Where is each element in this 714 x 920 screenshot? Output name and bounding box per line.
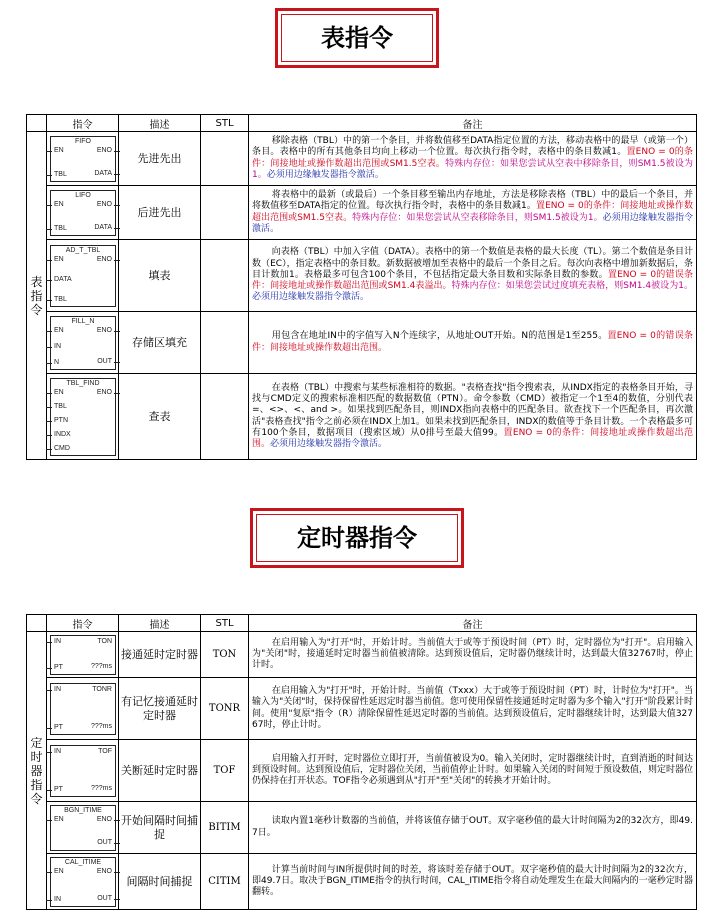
input-pin: CMD	[54, 444, 70, 452]
input-pin: PTN	[54, 416, 68, 424]
note-text: 在启用输入为"打开"时，开始计时。当前值大于或等于预设时间（PT）时，定时器位为"打开"。启用输入为"关闭"时，接通延时定时器当前值被清除。达到预设值后，定时器仍继续计时，达到最大值32767时，停止计时。	[252, 637, 693, 671]
input-pin: EN	[54, 388, 64, 396]
notes-cell	[249, 678, 697, 740]
function-block	[50, 635, 116, 675]
stl-cell	[201, 132, 249, 186]
section-title-box	[275, 8, 439, 68]
section-side-label	[27, 632, 47, 910]
table-row	[27, 678, 697, 740]
stl-cell	[201, 186, 249, 240]
note-requirement: 必须用边缘触发器指令激活。	[266, 169, 384, 180]
input-pin: DATA	[54, 275, 72, 283]
note-text: 向表格（TBL）中加入字值（DATA）。表格中的第一个数值是表格的最大长度（TL）。第二个数值是条目计数（EC），指定表格中的条目数。新数据被增加至表格中的最后一个条目之后。每次向表格中增加新数据后，条目计数加1。表格最多可包含100个条目，不包括指定最大条目数和实际条目数的参数。	[252, 247, 693, 280]
notes-cell	[249, 374, 697, 460]
input-pin: INDX	[54, 430, 71, 438]
instruction-block-cell	[47, 374, 119, 460]
description-cell: 存储区填充	[119, 312, 201, 374]
function-block	[50, 378, 116, 456]
header-blank	[27, 115, 47, 132]
note-text: 在启用输入为"打开"时，开始计时。当前值（Txxx）大于或等于预设时间（PT）时，计时位为"打开"。当输入为"关闭"时，保持保留性延迟定时器当前值。您可使用保留性接通延时定时器为多个输入"打开"阶段累计时间。使用"复原"指令（R）清除保留性延迟定时器的当前值。达到预设值后，定时器继续计时，达到最大值32767时，停止计时。	[252, 686, 693, 730]
note-special-bit: 特殊内存位：如果您尝试从空表移除条目，则SM1.5被设为1。	[352, 212, 603, 223]
instruction-block-cell	[47, 854, 119, 910]
description-cell: 先进先出	[119, 132, 201, 186]
output-pin: ENO	[96, 200, 112, 208]
function-block	[50, 190, 116, 236]
output-pin: ENO	[96, 326, 112, 334]
description-cell: 接通延时定时器	[119, 632, 201, 678]
stl-cell: TONR	[201, 678, 249, 740]
input-pin: IN	[54, 895, 61, 903]
input-pin: TBL	[54, 295, 67, 303]
side-label-char: 令	[30, 791, 43, 806]
side-label-char: 令	[30, 302, 43, 317]
output-pin: ENO	[96, 146, 112, 154]
output-pin: ENO	[96, 255, 112, 263]
input-pin: IN	[54, 747, 61, 755]
function-block-name: AD_T_TBL	[65, 246, 101, 254]
stl-cell	[201, 312, 249, 374]
function-block-name: BGN_ITIME	[64, 806, 102, 814]
function-block	[50, 316, 116, 370]
function-block-name: TBL_FIND	[66, 379, 100, 387]
note-special-bit: 特殊内存位：如果您尝试从空表中移除条目，则SM1.5被设为1。	[252, 158, 694, 180]
table-header-row	[27, 615, 697, 632]
stl-cell: CITIM	[201, 854, 249, 910]
instruction-block-cell	[47, 678, 119, 740]
instruction-block-cell	[47, 240, 119, 312]
input-pin: EN	[54, 255, 64, 263]
output-pin: TON	[97, 637, 112, 645]
input-pin: EN	[54, 326, 64, 334]
note-error-condition: 置ENO = 0的条件：间接地址或操作数超出范围或SM1.5空表。	[252, 201, 693, 223]
note-error-condition: 置ENO = 0的错误条件：间接地址或操作数超出范围。	[252, 331, 693, 353]
instruction-block-cell	[47, 132, 119, 186]
input-pin: PT	[54, 663, 63, 671]
description-cell: 关断延时定时器	[119, 740, 201, 802]
note-requirement: 必须用边缘触发器指令激活。	[270, 438, 388, 449]
table-row	[27, 240, 697, 312]
output-pin: OUT	[97, 838, 112, 846]
notes-cell	[249, 240, 697, 312]
table-header-row	[27, 115, 697, 132]
table-row	[27, 632, 697, 678]
function-block-name: LIFO	[75, 191, 91, 199]
input-pin: TBL	[54, 402, 67, 410]
header-notes: 备注	[249, 615, 697, 632]
description-cell: 查表	[119, 374, 201, 460]
input-pin: IN	[54, 637, 61, 645]
stl-cell: TOF	[201, 740, 249, 802]
notes-cell	[249, 632, 697, 678]
note-text: 启用输入打开时，定时器位立即打开，当前值被设为0。输入关闭时，定时器继续计时，直到消逝的时间达到预设时间。达到预设值后，定时器位关闭，当前值停止计时。如果输入关闭的时间短于预设数值，则定时器位仍保持在打开状态。TOF指令必须遇到从"打开"至"关闭"的转换才开始计时。	[252, 753, 694, 787]
header-blank	[27, 615, 47, 632]
stl-cell	[201, 240, 249, 312]
side-label-char: 表	[30, 274, 43, 289]
table-row	[27, 132, 697, 186]
notes-cell	[249, 802, 697, 854]
side-label-char: 定	[30, 735, 43, 750]
note-text: 用包含在地址IN中的字值写入N个连续字，从地址OUT开始。N的范围是1至255。	[271, 331, 608, 342]
time-unit-label: ???ms	[90, 784, 112, 792]
input-pin: PT	[54, 723, 63, 731]
header-description: 描述	[119, 115, 201, 132]
notes-cell	[249, 132, 697, 186]
description-cell: 填表	[119, 240, 201, 312]
note-text: 在表格（TBL）中搜索与某些标准相符的数据。"表格查找"指令搜索表，从INDX指定的表格条目开始，寻找与CMD定义的搜索标准相匹配的数据数值（PTN）。命令参数（CMD）被指定一个1至4的数值，分别代表 =、<>、<、and >。如果找到匹配条目，则INDX指向表格中的匹配条目。欲查找下一个匹配条目，再次激活"表格查找"指令之前必须在INDX上加1。如果未找到匹配条目，INDX的数值等于条目计数。一个表格最多可有100个条目，数据项目（搜索区域）从0排号至最大值99。	[252, 382, 693, 438]
output-pin: ENO	[96, 388, 112, 396]
header-description: 描述	[119, 615, 201, 632]
table-row	[27, 374, 697, 460]
side-label-char: 器	[30, 763, 43, 778]
output-pin: DATA	[94, 223, 112, 231]
function-block	[50, 745, 116, 797]
time-unit-label: ???ms	[90, 722, 112, 730]
timer-instructions-table	[26, 614, 697, 910]
notes-cell	[249, 186, 697, 240]
instruction-block-cell	[47, 312, 119, 374]
stl-cell	[201, 374, 249, 460]
output-pin: ENO	[96, 867, 112, 875]
output-pin: TOF	[98, 747, 112, 755]
section-title-box	[250, 508, 464, 568]
note-error-condition: 置ENO = 0的条件：间接地址或操作数超出范围或SM1.5空表。	[252, 147, 693, 169]
input-pin: TBL	[54, 224, 67, 232]
side-label-char: 指	[30, 288, 43, 303]
note-special-bit: 特殊内存位：如果您尝试过度填充表格，则SM1.4被设为1。	[451, 281, 693, 292]
description-cell: 间隔时间捕捉	[119, 854, 201, 910]
header-instruction: 指令	[47, 615, 119, 632]
table-row	[27, 312, 697, 374]
function-block-name: FIFO	[75, 137, 91, 145]
header-stl: STL	[201, 115, 249, 132]
input-pin: EN	[54, 146, 64, 154]
stl-cell: TON	[201, 632, 249, 678]
stl-cell: BITIM	[201, 802, 249, 854]
input-pin: N	[54, 358, 60, 366]
input-pin: EN	[54, 200, 64, 208]
function-block	[50, 857, 116, 907]
description-cell: 开始间隔时间捕捉	[119, 802, 201, 854]
input-pin: PT	[54, 785, 63, 793]
output-pin: DATA	[94, 169, 112, 177]
notes-cell	[249, 740, 697, 802]
side-label-char: 指	[30, 777, 43, 792]
description-cell: 后进先出	[119, 186, 201, 240]
instruction-block-cell	[47, 186, 119, 240]
notes-cell	[249, 312, 697, 374]
function-block	[50, 683, 116, 735]
function-block-name: FILL_N	[71, 317, 95, 325]
function-block	[50, 245, 116, 307]
table-instructions-table	[26, 114, 697, 460]
output-pin: OUT	[97, 357, 112, 365]
table-row	[27, 740, 697, 802]
side-label-char: 时	[30, 749, 43, 764]
note-text: 移除表格（TBL）中的第一个条目，并将数值移至DATA指定位置的方法，移动表格中的最早（或第一个）条目。表格中的所有其他条目均向上移动一个位置。每次执行指令时，表格中的条目数减1。	[252, 136, 693, 158]
input-pin: EN	[54, 867, 64, 875]
function-block	[50, 136, 116, 182]
table-row	[27, 802, 697, 854]
input-pin: IN	[54, 685, 61, 693]
section-title: 表指令	[281, 14, 433, 62]
description-cell: 有记忆接通延时定时器	[119, 678, 201, 740]
section-side-label	[27, 132, 47, 460]
header-notes: 备注	[249, 115, 697, 132]
instruction-block-cell	[47, 740, 119, 802]
output-pin: ENO	[96, 815, 112, 823]
notes-cell	[249, 854, 697, 910]
section-title: 定时器指令	[256, 514, 458, 562]
input-pin: EN	[54, 815, 64, 823]
input-pin: IN	[54, 342, 61, 350]
note-text: 读取内置1毫秒计数器的当前值，并将该值存储于OUT。双字毫秒值的最大计时间隔为2的32次方，即49.7日。	[252, 816, 693, 838]
instruction-block-cell	[47, 632, 119, 678]
input-pin: TBL	[54, 170, 67, 178]
header-instruction: 指令	[47, 115, 119, 132]
note-error-condition: 置ENO = 0的错误条件：间接地址或操作数超出范围或SM1.4表溢出。	[252, 269, 693, 292]
output-pin: TONR	[92, 685, 112, 693]
table-row	[27, 854, 697, 910]
function-block	[50, 805, 116, 851]
instruction-block-cell	[47, 802, 119, 854]
note-requirement: 必须用边缘触发器指令激活。	[252, 292, 370, 303]
note-error-condition: 置ENO = 0的条件：间接地址或操作数超出范围。	[252, 427, 694, 449]
time-unit-label: ???ms	[90, 662, 112, 670]
note-text: 将表格中的最新（或最后）一个条目移至输出内存地址，方法是移除表格（TBL）中的最后一个条目，并将数值移至DATA指定的位置。每次执行指令时，表格中的条目数减1。	[252, 190, 693, 212]
note-text: 计算当前时间与IN所提供时间的时差，将该时差存储于OUT。双字毫秒值的最大计时间隔为2的32次方，即49.7日。取决于BGN_ITIME指令的执行时间，CAL_ITIME指令将自动处理发生在最大间隔内的一毫秒定时器翻转。	[252, 864, 693, 898]
function-block-name: CAL_ITIME	[64, 858, 102, 866]
header-stl: STL	[201, 615, 249, 632]
output-pin: OUT	[97, 894, 112, 902]
note-requirement: 必须用边缘触发器指令激活。	[252, 212, 693, 234]
table-row	[27, 186, 697, 240]
